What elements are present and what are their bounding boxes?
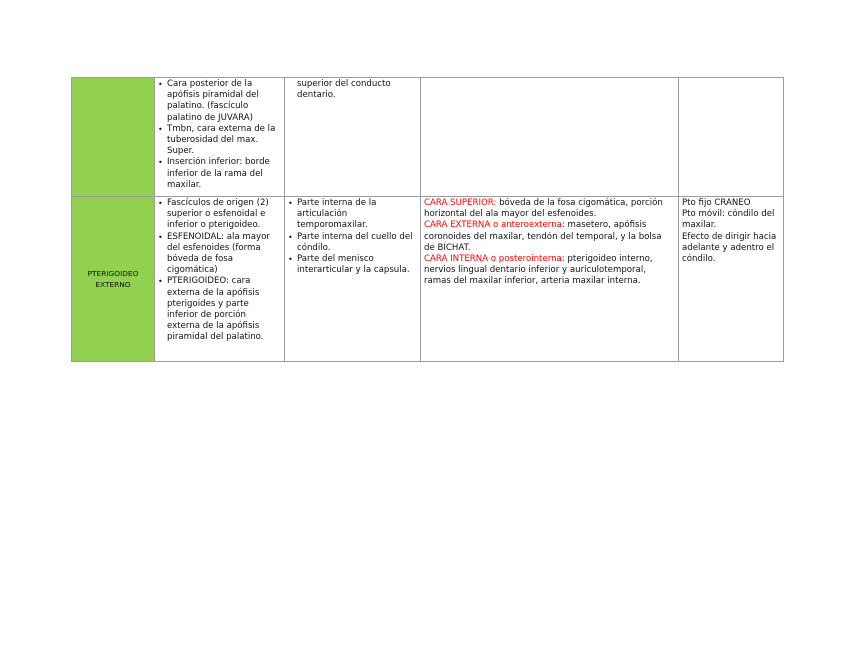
list-item: • PTERIGOIDEO: cara externa de la apófisis pterigoides y parte inferior de porción externa de la apófisis piramidal del palatino. xyxy=(158,276,281,343)
insertion-list xyxy=(288,198,417,276)
muscle-name-cell xyxy=(72,197,155,362)
list-item: • Parte interna del cuello del cóndilo. xyxy=(288,232,417,254)
relation-text: : masetero, apófisis coronoides del maxilar, tendón del temporal, y la bolsa de BICHAT. xyxy=(424,220,662,253)
origin-cell xyxy=(155,197,285,362)
relations-cell xyxy=(421,78,679,197)
muscle-table xyxy=(71,77,784,362)
muscle-name: PTERIGOIDEO EXTERNO xyxy=(87,269,139,289)
list-item: • ESFENOIDAL: ala mayor del esfenoides (forma bóveda de fosa cigomática) xyxy=(158,232,281,277)
action-cell xyxy=(679,197,784,362)
action-line: Efecto de dirigir hacia adelante y adentro el cóndilo. xyxy=(682,231,777,265)
relations-cell xyxy=(421,197,679,362)
insertion-text: superior del conducto dentario. xyxy=(297,79,391,101)
table-row xyxy=(72,197,784,362)
relation-label: CARA SUPERIOR: xyxy=(424,198,497,208)
list-item: • Cara posterior de la apófisis piramidal del palatino. (fascículo palatino de JUVARA) xyxy=(158,79,281,124)
insertion-cell xyxy=(285,197,421,362)
origin-list xyxy=(158,198,281,344)
origin-cell xyxy=(155,78,285,197)
list-item: • Parte interna de la articulación temporomaxilar. xyxy=(288,198,417,232)
list-item: • Fascículos de origen (2) superior o esfenoidal e inferior o pterigoideo. xyxy=(158,198,281,232)
list-item: • Parte del menisco interarticular y la capsula. xyxy=(288,254,417,276)
list-item: • Inserción inferior: borde inferior de la rama del maxilar. xyxy=(158,157,281,191)
origin-list xyxy=(158,79,281,191)
relation-text: bóveda de la fosa cigomática, porción horizontal del ala mayor del esfenoides. xyxy=(424,198,663,220)
insertion-cell xyxy=(285,78,421,197)
relation-label: CARA INTERNA o posterointerna xyxy=(424,254,562,265)
relation-superior xyxy=(424,198,675,220)
relation-text: : pterigoideo interno, nervios lingual dentario inferior y auriculotemporal, ramas del maxilar inferior, arteria maxilar interna. xyxy=(424,254,653,287)
relation-label: CARA EXTERNA o anteroexterna xyxy=(424,220,562,231)
action-line: Pto móvil: cóndilo del maxilar. xyxy=(682,209,775,231)
action-cell xyxy=(679,78,784,197)
table-row xyxy=(72,78,784,197)
list-item: • Tmbn, cara externa de la tuberosidad del max. Super. xyxy=(158,124,281,158)
relation-external xyxy=(424,220,675,254)
muscle-name-cell xyxy=(72,78,155,197)
action-line: Pto fijo CRANEO xyxy=(682,198,751,208)
relation-internal xyxy=(424,254,675,288)
